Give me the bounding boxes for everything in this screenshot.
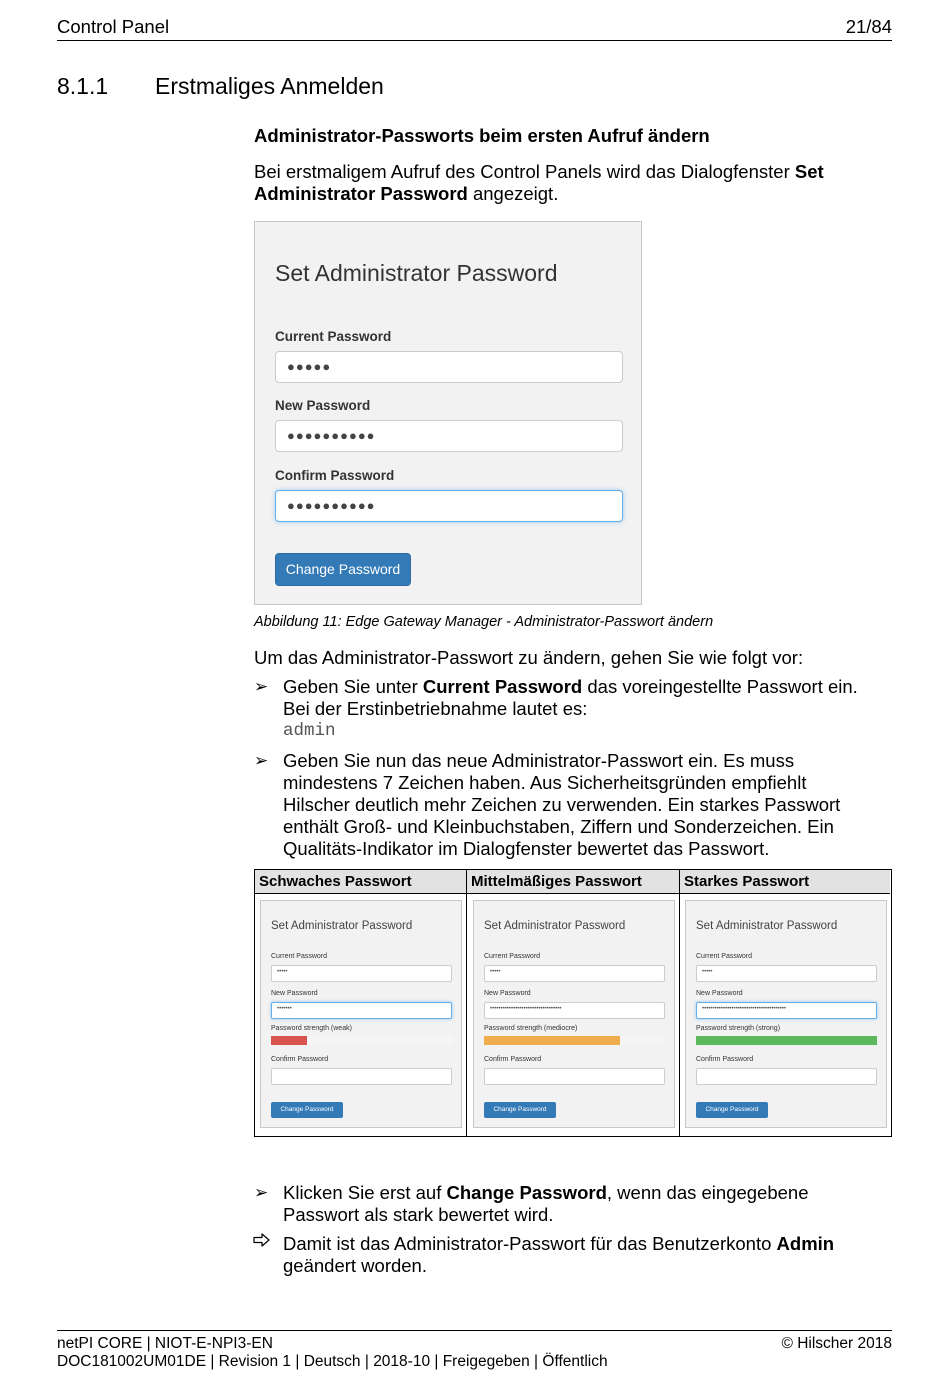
current-password-label: Current Password [275,329,392,344]
change-password-button[interactable]: Change Password [484,1102,556,1118]
current-password-field[interactable]: ●●●●● [275,351,623,383]
confirm-password-label: Confirm Password [696,1056,754,1063]
strength-label: Password strength (strong) [696,1025,781,1032]
footer-product: netPI CORE | NIOT-E-NPI3-EN [57,1335,273,1352]
confirm-password-label: Confirm Password [484,1056,542,1063]
weak-password-panel [260,900,462,1128]
subheading: Administrator-Passworts beim ersten Aufruf ändern [254,125,710,146]
new-password-label: New Password [696,990,743,997]
step-1-pre: Geben Sie unter [283,676,423,697]
step-3-post: , wenn das eingegebene [606,1182,809,1203]
current-password-field[interactable]: ••••• [271,965,452,982]
mediocre-password-panel [473,900,675,1128]
default-password-code: admin [283,721,336,741]
result-line-2: geändert worden. [283,1255,427,1276]
running-header-left: Control Panel [57,16,170,37]
step-1-post: das voreingestellte Passwort ein. [582,676,858,697]
strength-meter [696,1036,877,1045]
step-3-line-2: Passwort als stark bewertet wird. [283,1204,554,1225]
figure-caption: Abbildung 11: Edge Gateway Manager - Administrator-Passwort ändern [254,614,714,630]
strength-fill [271,1036,307,1045]
current-password-field[interactable]: ••••• [484,965,665,982]
change-password-button[interactable]: Change Password [275,553,411,586]
step-1-line-1 [283,676,883,698]
footer-copyright: © Hilscher 2018 [781,1335,892,1352]
footer-document-info: DOC181002UM01DE | Revision 1 | Deutsch | 2018-10 | Freigegeben | Öffentlich [57,1353,608,1370]
change-password-button[interactable]: Change Password [696,1102,768,1118]
confirm-password-label: Confirm Password [275,468,395,483]
strength-meter [484,1036,665,1045]
step-3-bold: Change Password [446,1182,607,1203]
arrow-bullet-icon: ➢ [254,1183,269,1202]
result-arrow-icon [253,1232,271,1248]
result-bold: Admin [776,1233,835,1254]
current-password-label: Current Password [271,953,328,960]
result-pre: Damit ist das Administrator-Passwort für das Benutzerkonto [283,1233,777,1254]
panel-title: Set Administrator Password [696,920,838,932]
new-password-label: New Password [271,990,318,997]
new-password-label: New Password [484,990,531,997]
new-password-label: New Password [275,398,371,413]
strength-label: Password strength (mediocre) [484,1025,578,1032]
confirm-password-field[interactable] [484,1068,665,1085]
column-header-mediocre: Mittelmäßiges Passwort [467,870,680,894]
current-password-field[interactable]: ••••• [696,965,877,982]
arrow-bullet-icon: ➢ [254,677,269,696]
section-number: 8.1.1 [57,73,109,99]
new-password-field[interactable]: ••••••• [271,1002,452,1019]
step-3-pre: Klicken Sie erst auf [283,1182,447,1203]
strong-password-panel [685,900,887,1128]
set-password-dialog-screenshot [254,221,642,605]
confirm-password-label: Confirm Password [271,1056,329,1063]
dialog-title: Set Administrator Password [275,260,558,286]
result [283,1233,893,1277]
step-1-line-2: Bei der Erstinbetriebnahme lautet es: [283,698,588,719]
confirm-password-field[interactable]: ●●●●●●●●●● [275,490,623,522]
intro-post: angezeigt. [467,183,559,204]
step-2-line: Geben Sie nun das neue Administrator-Passwort ein. Es muss [283,750,795,771]
panel-title: Set Administrator Password [484,920,626,932]
column-divider [679,870,680,1136]
confirm-password-field[interactable] [271,1068,452,1085]
intro-text: Bei erstmaligem Aufruf des Control Panels wird das Dialogfenster [254,161,795,182]
step-2-line: mindestens 7 Zeichen haben. Aus Sicherheitsgründen empfiehlt [283,772,807,793]
step-3-line-1 [283,1182,883,1204]
step-2 [283,750,893,860]
panel-title: Set Administrator Password [271,920,413,932]
strength-meter [271,1036,452,1045]
step-1-bold: Current Password [422,676,583,697]
arrow-bullet-icon: ➢ [254,751,269,770]
current-password-label: Current Password [484,953,541,960]
column-header-strong: Starkes Passwort [680,870,890,894]
password-strength-table [254,869,892,1137]
steps-intro: Um das Administrator-Passwort zu ändern, gehen Sie wie folgt vor: [254,647,804,668]
strength-fill [696,1036,877,1045]
step-2-line: enthält Groß- und Kleinbuchstaben, Ziffern und Sonderzeichen. Ein [283,816,834,837]
page-number: 21/84 [845,16,892,37]
step-2-line: Hilscher deutlich mehr Zeichen zu verwenden. Ein starkes Passwort [283,794,841,815]
step-2-line: Qualitäts-Indikator im Dialogfenster bewertet das Passwort. [283,838,770,859]
step-3 [283,1182,883,1226]
strength-fill [484,1036,620,1045]
confirm-password-field[interactable] [696,1068,877,1085]
new-password-field[interactable]: ●●●●●●●●●● [275,420,623,452]
change-password-button[interactable]: Change Password [271,1102,343,1118]
step-1 [283,676,883,742]
new-password-field[interactable]: •••••••••••••••••••••••••••••••••••••••• [696,1002,877,1019]
result-line-1 [283,1233,893,1255]
strength-label: Password strength (weak) [271,1025,352,1032]
section-title: Erstmaliges Anmelden [155,73,384,99]
new-password-field[interactable]: •••••••••••••••••••••••••••••••••• [484,1002,665,1019]
column-divider [466,870,467,1136]
current-password-label: Current Password [696,953,753,960]
intro-bold: Set Administrator Password [254,161,824,204]
intro-paragraph [254,161,874,205]
header-rule [57,40,892,41]
column-header-weak: Schwaches Passwort [255,870,467,894]
footer-rule [57,1330,892,1331]
